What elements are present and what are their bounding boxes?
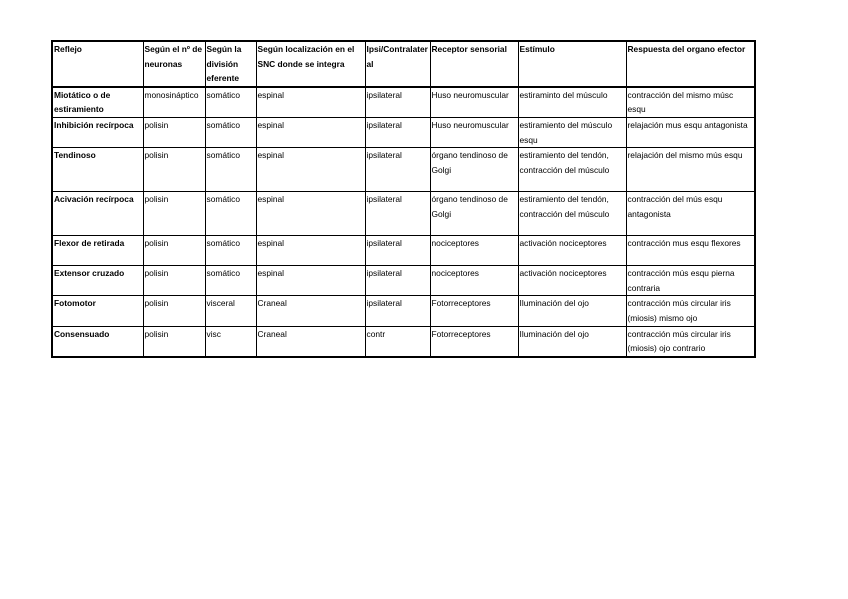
cell-division: visc <box>205 326 256 357</box>
cell-localizacion: espinal <box>256 192 365 236</box>
cell-neuronas: polisin <box>143 148 205 192</box>
table-row <box>52 326 755 357</box>
cell-neuronas: polisin <box>143 296 205 326</box>
cell-localizacion: Craneal <box>256 296 365 326</box>
table-header-row <box>52 41 755 87</box>
cell-respuesta: contracción mús circular iris (miosis) mismo ojo <box>626 296 755 326</box>
cell-reflejo: Extensor cruzado <box>52 266 143 296</box>
cell-respuesta: contracción mús esqu pierna contraria <box>626 266 755 296</box>
table-row <box>52 192 755 236</box>
header-division-eferente: Según la división eferente <box>205 41 256 87</box>
cell-neuronas: polisin <box>143 326 205 357</box>
cell-receptor: órgano tendinoso de Golgi <box>430 148 518 192</box>
cell-neuronas: polisin <box>143 266 205 296</box>
table-row <box>52 266 755 296</box>
cell-receptor: Fotorreceptores <box>430 296 518 326</box>
cell-reflejo: Miotático o de estiramiento <box>52 87 143 118</box>
cell-respuesta: contracción mús circular iris (miosis) ojo contrario <box>626 326 755 357</box>
header-localizacion-snc: Según localización en el SNC donde se integra <box>256 41 365 87</box>
cell-neuronas: polisin <box>143 117 205 147</box>
cell-division: somático <box>205 266 256 296</box>
cell-ipsi-contra: ipsilateral <box>365 236 430 266</box>
cell-localizacion: espinal <box>256 266 365 296</box>
cell-receptor: Huso neuromuscular <box>430 117 518 147</box>
cell-ipsi-contra: ipsilateral <box>365 117 430 147</box>
cell-localizacion: espinal <box>256 87 365 118</box>
cell-receptor: Huso neuromuscular <box>430 87 518 118</box>
cell-division: somático <box>205 87 256 118</box>
cell-respuesta: relajación del mismo mús esqu <box>626 148 755 192</box>
cell-ipsi-contra: ipsilateral <box>365 87 430 118</box>
cell-estimulo: activación nociceptores <box>518 236 626 266</box>
cell-respuesta: relajación mus esqu antagonista <box>626 117 755 147</box>
cell-receptor: órgano tendinoso de Golgi <box>430 192 518 236</box>
cell-receptor: nociceptores <box>430 236 518 266</box>
cell-receptor: nociceptores <box>430 266 518 296</box>
cell-receptor: Fotorreceptores <box>430 326 518 357</box>
cell-division: visceral <box>205 296 256 326</box>
table-row <box>52 296 755 326</box>
cell-ipsi-contra: contr <box>365 326 430 357</box>
header-respuesta: Respuesta del organo efector <box>626 41 755 87</box>
table-row <box>52 148 755 192</box>
cell-division: somático <box>205 117 256 147</box>
cell-localizacion: espinal <box>256 117 365 147</box>
header-neuronas: Según el nº de neuronas <box>143 41 205 87</box>
table-row <box>52 87 755 118</box>
table-row <box>52 236 755 266</box>
header-receptor: Receptor sensorial <box>430 41 518 87</box>
header-ipsi-contralateral: Ipsi/Contralateral <box>365 41 430 87</box>
cell-estimulo: Iluminación del ojo <box>518 326 626 357</box>
cell-reflejo: Consensuado <box>52 326 143 357</box>
table-row <box>52 117 755 147</box>
cell-reflejo: Acivación recírpoca <box>52 192 143 236</box>
reflex-table <box>51 40 756 358</box>
cell-ipsi-contra: ipsilateral <box>365 192 430 236</box>
cell-neuronas: polisin <box>143 192 205 236</box>
cell-respuesta: contracción del mismo músc esqu <box>626 87 755 118</box>
cell-neuronas: monosináptico <box>143 87 205 118</box>
cell-neuronas: polisin <box>143 236 205 266</box>
cell-estimulo: estiramiento del tendón, contracción del músculo <box>518 148 626 192</box>
cell-division: somático <box>205 236 256 266</box>
cell-reflejo: Tendinoso <box>52 148 143 192</box>
cell-respuesta: contracción mus esqu flexores <box>626 236 755 266</box>
cell-ipsi-contra: ipsilateral <box>365 148 430 192</box>
cell-reflejo: Inhibición recírpoca <box>52 117 143 147</box>
cell-estimulo: estiramiento del músculo esqu <box>518 117 626 147</box>
cell-estimulo: estiramiento del tendón, contracción del músculo <box>518 192 626 236</box>
cell-ipsi-contra: ipsilateral <box>365 296 430 326</box>
cell-division: somático <box>205 192 256 236</box>
header-estimulo: Estímulo <box>518 41 626 87</box>
cell-reflejo: Fotomotor <box>52 296 143 326</box>
cell-ipsi-contra: ipsilateral <box>365 266 430 296</box>
cell-localizacion: espinal <box>256 148 365 192</box>
header-reflejo: Reflejo <box>52 41 143 87</box>
cell-estimulo: Iluminación del ojo <box>518 296 626 326</box>
cell-estimulo: activación nociceptores <box>518 266 626 296</box>
cell-localizacion: espinal <box>256 236 365 266</box>
cell-localizacion: Craneal <box>256 326 365 357</box>
cell-estimulo: estiraminto del músculo <box>518 87 626 118</box>
cell-reflejo: Flexor de retirada <box>52 236 143 266</box>
cell-division: somático <box>205 148 256 192</box>
cell-respuesta: contracción del mús esqu antagonista <box>626 192 755 236</box>
